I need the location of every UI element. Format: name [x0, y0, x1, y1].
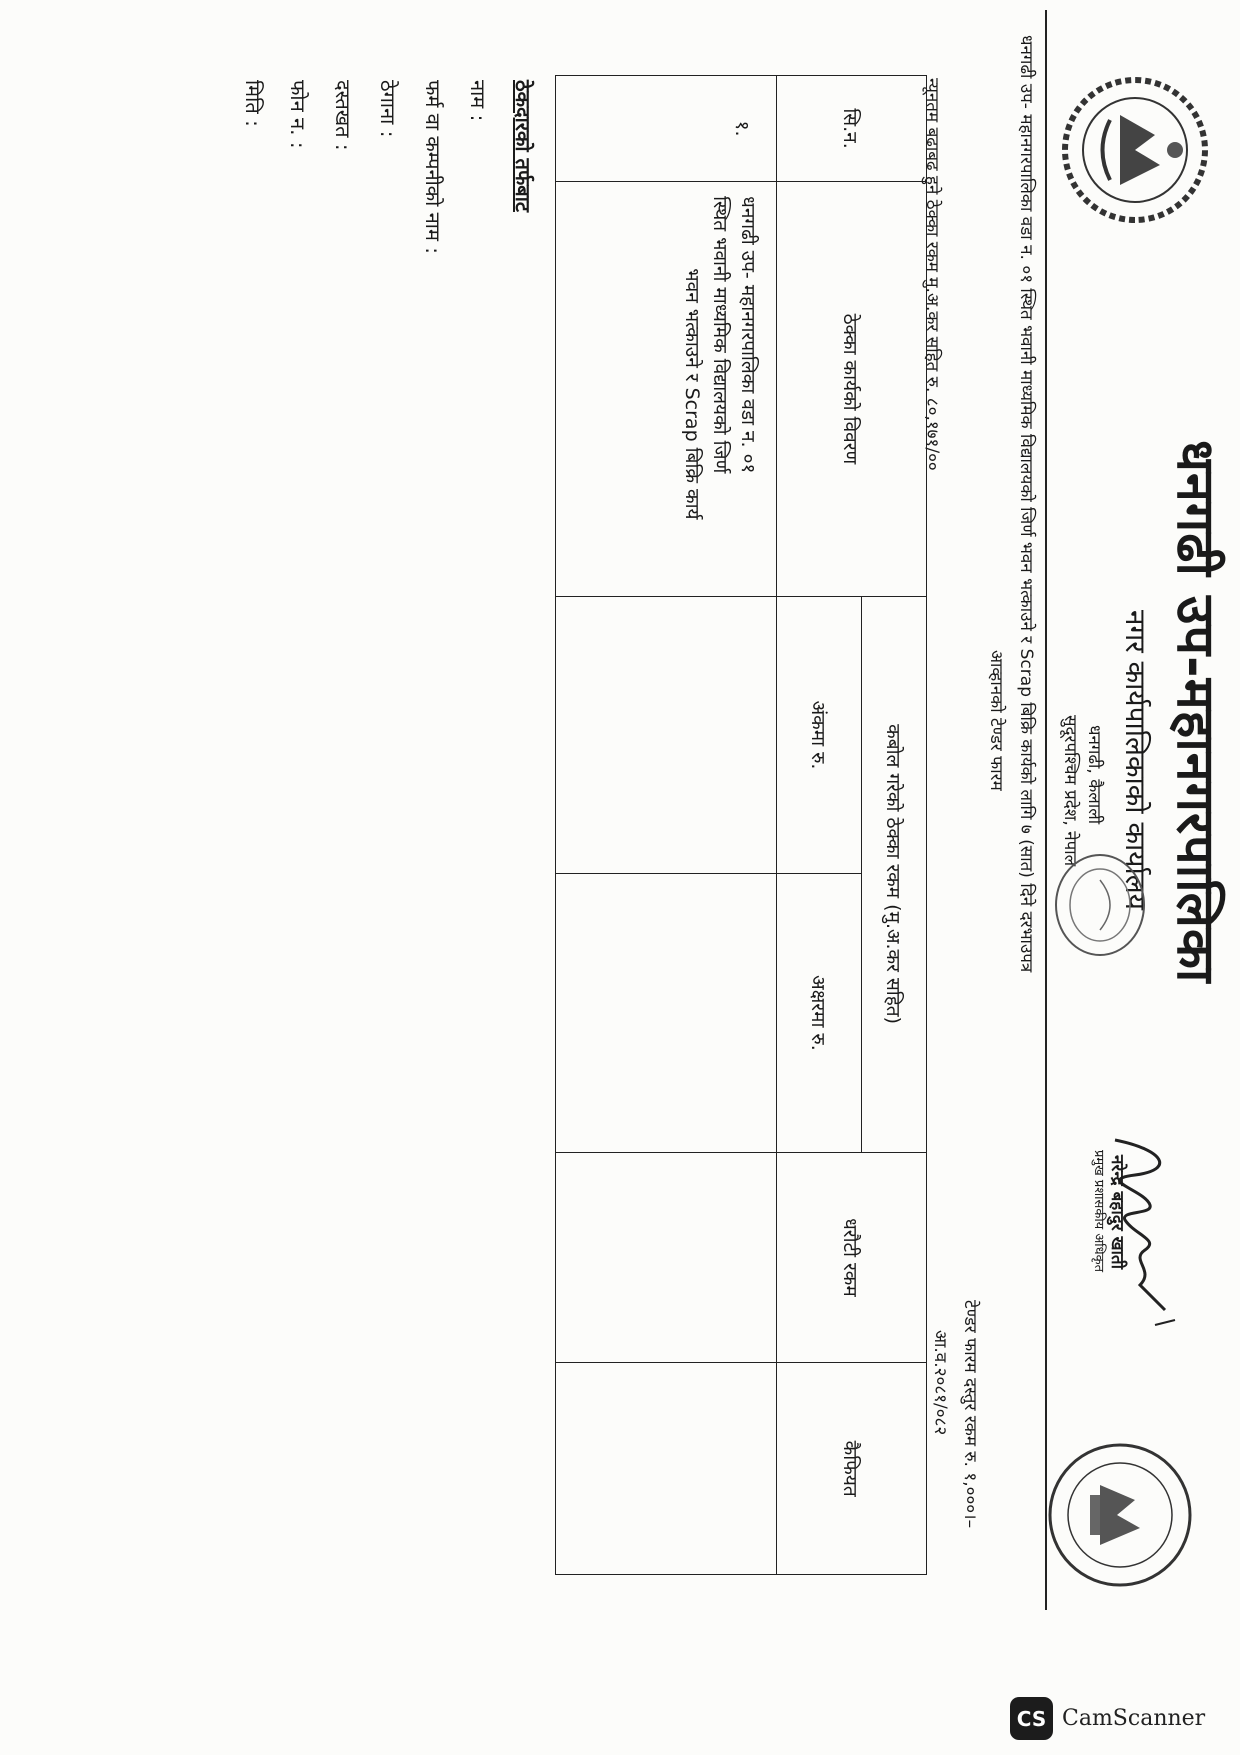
nepal-emblem-icon	[1055, 70, 1215, 230]
table-header-row	[862, 76, 927, 1575]
contractor-signature-label: दस्तखत :	[331, 80, 355, 151]
call-heading: आव्हानको टेण्डर फारम	[986, 650, 1006, 791]
tender-table	[555, 75, 927, 1575]
row-description-line2: स्थित भवानी माध्यमिक विद्यालयको जिर्ण	[709, 196, 731, 474]
header-description: ठेक्का कार्यको विवरण	[777, 182, 927, 597]
contractor-address-label: ठेगाना :	[376, 80, 400, 138]
row-deposit-cell[interactable]	[556, 1152, 777, 1363]
row-description-line1: धनगढी उप- महानगरपालिका वडा न. ०१	[737, 196, 759, 474]
address-line1: धनगढी, कैलाली	[1084, 725, 1104, 825]
minimum-amount: न्यूनतम बढाबढ हुने ठेक्का रकम मु.अ.कर सहित रु. ८०,१७१/००	[922, 78, 942, 471]
header-bid-words: अक्षरमा रु.	[777, 874, 862, 1152]
contractor-heading: ठेकदारको तर्फबाट	[511, 80, 535, 212]
contractor-firm-label: फर्म वा कम्पनीको नाम :	[421, 80, 445, 255]
camscanner-logo-icon: CS	[1010, 1697, 1053, 1740]
contractor-date-label: मिति :	[241, 80, 265, 127]
header-sn: सि.न.	[777, 76, 927, 182]
table-row	[556, 76, 777, 1575]
header-bid-amount: कबोल गरेको ठेक्का रकम (मु.अ.कर सहित)	[862, 596, 927, 1152]
header-deposit: धरौटी रकम	[777, 1152, 927, 1363]
header-divider	[1045, 10, 1047, 1610]
officer-name: नरेन्द्र बहादुर खाती	[1107, 1155, 1127, 1270]
camscanner-brand: CamScanner	[1062, 1706, 1206, 1731]
office-stamp-icon	[1050, 850, 1150, 960]
header-bid-figures: अंकमा रु.	[777, 596, 862, 874]
fiscal-year: आ.व.२०८१/०८२	[930, 1330, 950, 1436]
header-remarks: कैफियत	[777, 1363, 927, 1575]
office-name: नगर कार्यपालिकाको कार्यालय	[1119, 610, 1152, 910]
row-description	[556, 182, 777, 597]
contractor-name-label: नाम :	[466, 80, 490, 122]
contractor-block	[230, 80, 545, 254]
row-remarks-cell[interactable]	[556, 1363, 777, 1575]
row-sn: १.	[556, 76, 777, 182]
row-description-line3: भवन भत्काउने र Scrap बिक्रि कार्य	[681, 268, 703, 520]
page-title: धनगढी उप-महानगरपालिका	[1165, 440, 1225, 984]
municipal-stamp-icon	[1045, 1440, 1195, 1590]
notice-heading: धनगढी उप- महानगरपालिका वडा न. ०१ स्थित भवानी माध्यमिक विद्यालयको जिर्ण भवन भत्काउने र Scrap बिक्रि कार्यको लागि ७ (सात) दिने दरभाउपत्र	[1016, 35, 1036, 973]
address-line2: सुदूरपश्चिम प्रदेश, नेपाल	[1060, 715, 1080, 867]
row-bid-figures-cell[interactable]	[556, 596, 777, 874]
contractor-phone-label: फोन न. :	[286, 80, 310, 149]
tender-document	[155, 10, 1235, 1660]
officer-title: प्रमुख प्रशासकीय अधिकृत	[1091, 1150, 1106, 1273]
form-fee: टेण्डर फारम दस्तुर रकम रु. १,०००।–	[960, 1300, 980, 1529]
row-bid-words-cell[interactable]	[556, 874, 777, 1152]
